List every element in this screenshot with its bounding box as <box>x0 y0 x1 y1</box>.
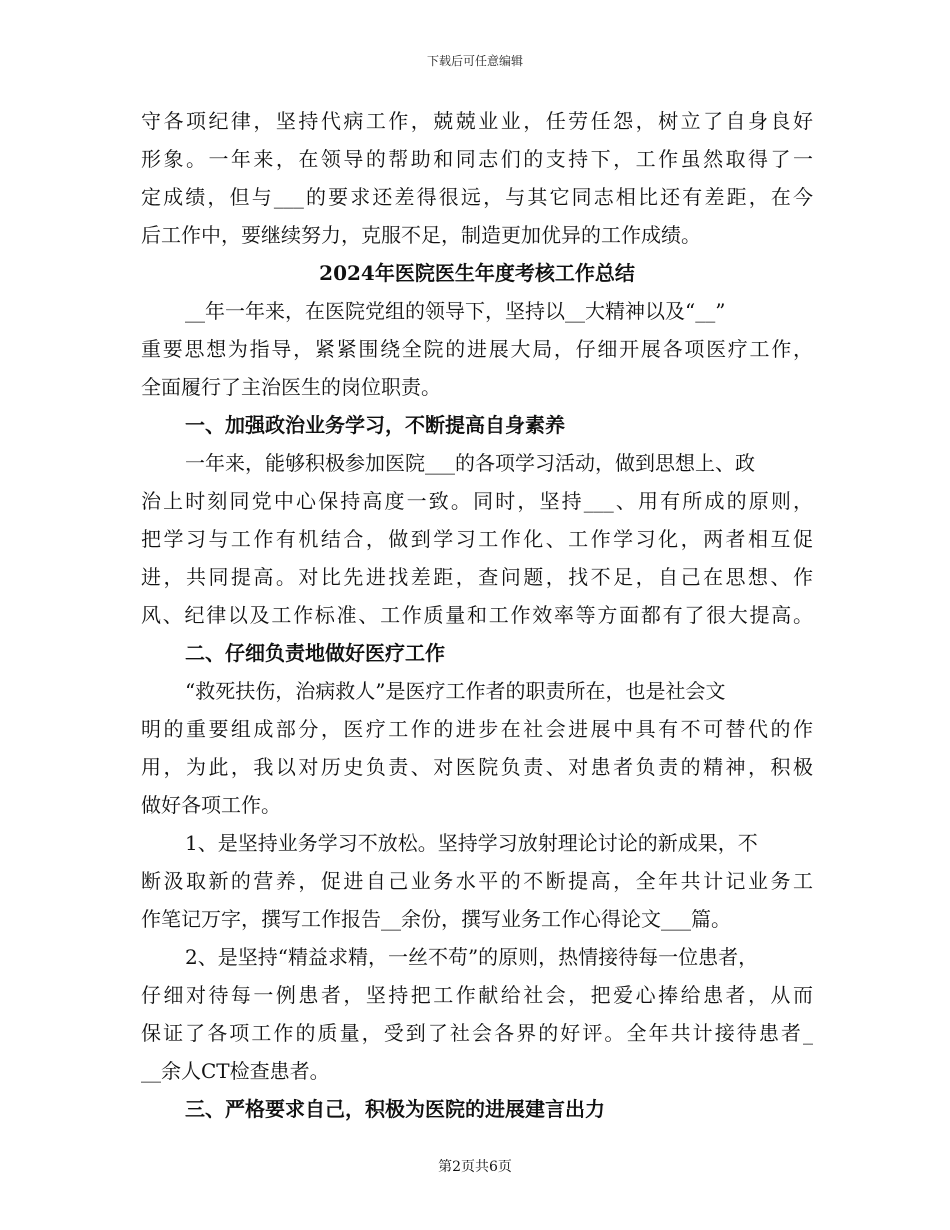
page-header-note: 下载后可任意编辑 <box>426 54 523 68</box>
body-line: “救死扶伤，治病救人”是医疗工作者的职责所在，也是社会文 <box>185 679 726 703</box>
body-line: 作笔记万字，撰写工作报告__余份，撰写业务工作心得论文___篇。 <box>141 907 731 931</box>
document-body <box>141 102 813 1128</box>
body-line: 风、纪律以及工作标准、工作质量和工作效率等方面都有了很大提高。 <box>141 603 813 627</box>
body-line: 进，共同提高。对比先进找差距，查问题，找不足，自己在思想、作 <box>141 565 813 589</box>
body-line: 做好各项工作。 <box>141 793 281 817</box>
body-line: 一年来，能够积极参加医院___的各项学习活动，做到思想上、政 <box>185 451 755 475</box>
body-line: 重要思想为指导，紧紧围绕全院的进展大局，仔细开展各项医疗工作， <box>141 337 813 361</box>
body-line: 定成绩，但与___的要求还差得很远，与其它同志相比还有差距，在今 <box>141 185 813 209</box>
body-line: 后工作中，要继续努力，克服不足，制造更加优异的工作成绩。 <box>141 223 701 247</box>
body-line: 用，为此，我以对历史负责、对医院负责、对患者负责的精神，积极 <box>141 755 813 779</box>
body-line: 守各项纪律，坚持代病工作，兢兢业业，任劳任怨，树立了自身良好 <box>141 109 813 133</box>
document-title: 2024年医院医生年度考核工作总结 <box>319 261 635 285</box>
page-footer: 第2页共6页 <box>438 1159 512 1175</box>
section-heading-1: 一、加强政治业务学习，不断提高自身素养 <box>185 413 565 437</box>
body-line: 形象。一年来，在领导的帮助和同志们的支持下，工作虽然取得了一 <box>141 147 813 171</box>
body-line: __余人CT检查患者。 <box>141 1059 330 1083</box>
body-line: __年一年来，在医院党组的领导下，坚持以__大精神以及“__” <box>185 299 726 323</box>
body-line: 把学习与工作有机结合，做到学习工作化、工作学习化，两者相互促 <box>141 527 813 551</box>
body-line: 断汲取新的营养，促进自己业务水平的不断提高，全年共计记业务工 <box>141 869 813 893</box>
section-heading-2: 二、仔细负责地做好医疗工作 <box>185 641 445 665</box>
body-line: 2、是坚持“精益求精，一丝不苟”的原则，热情接待每一位患者， <box>185 945 759 969</box>
body-line: 保证了各项工作的质量，受到了社会各界的好评。全年共计接待患者_ <box>141 1021 813 1045</box>
body-line: 全面履行了主治医生的岗位职责。 <box>141 375 441 399</box>
body-line: 明的重要组成部分，医疗工作的进步在社会进展中具有不可替代的作 <box>141 717 813 741</box>
section-heading-3: 三、严格要求自己，积极为医院的进展建言出力 <box>185 1097 605 1121</box>
body-line: 1、是坚持业务学习不放松。坚持学习放射理论讨论的新成果，不 <box>185 831 758 855</box>
body-line: 仔细对待每一例患者，坚持把工作献给社会，把爱心捧给患者，从而 <box>141 983 813 1007</box>
body-line: 治上时刻同党中心保持高度一致。同时，坚持___、用有所成的原则， <box>141 489 813 513</box>
